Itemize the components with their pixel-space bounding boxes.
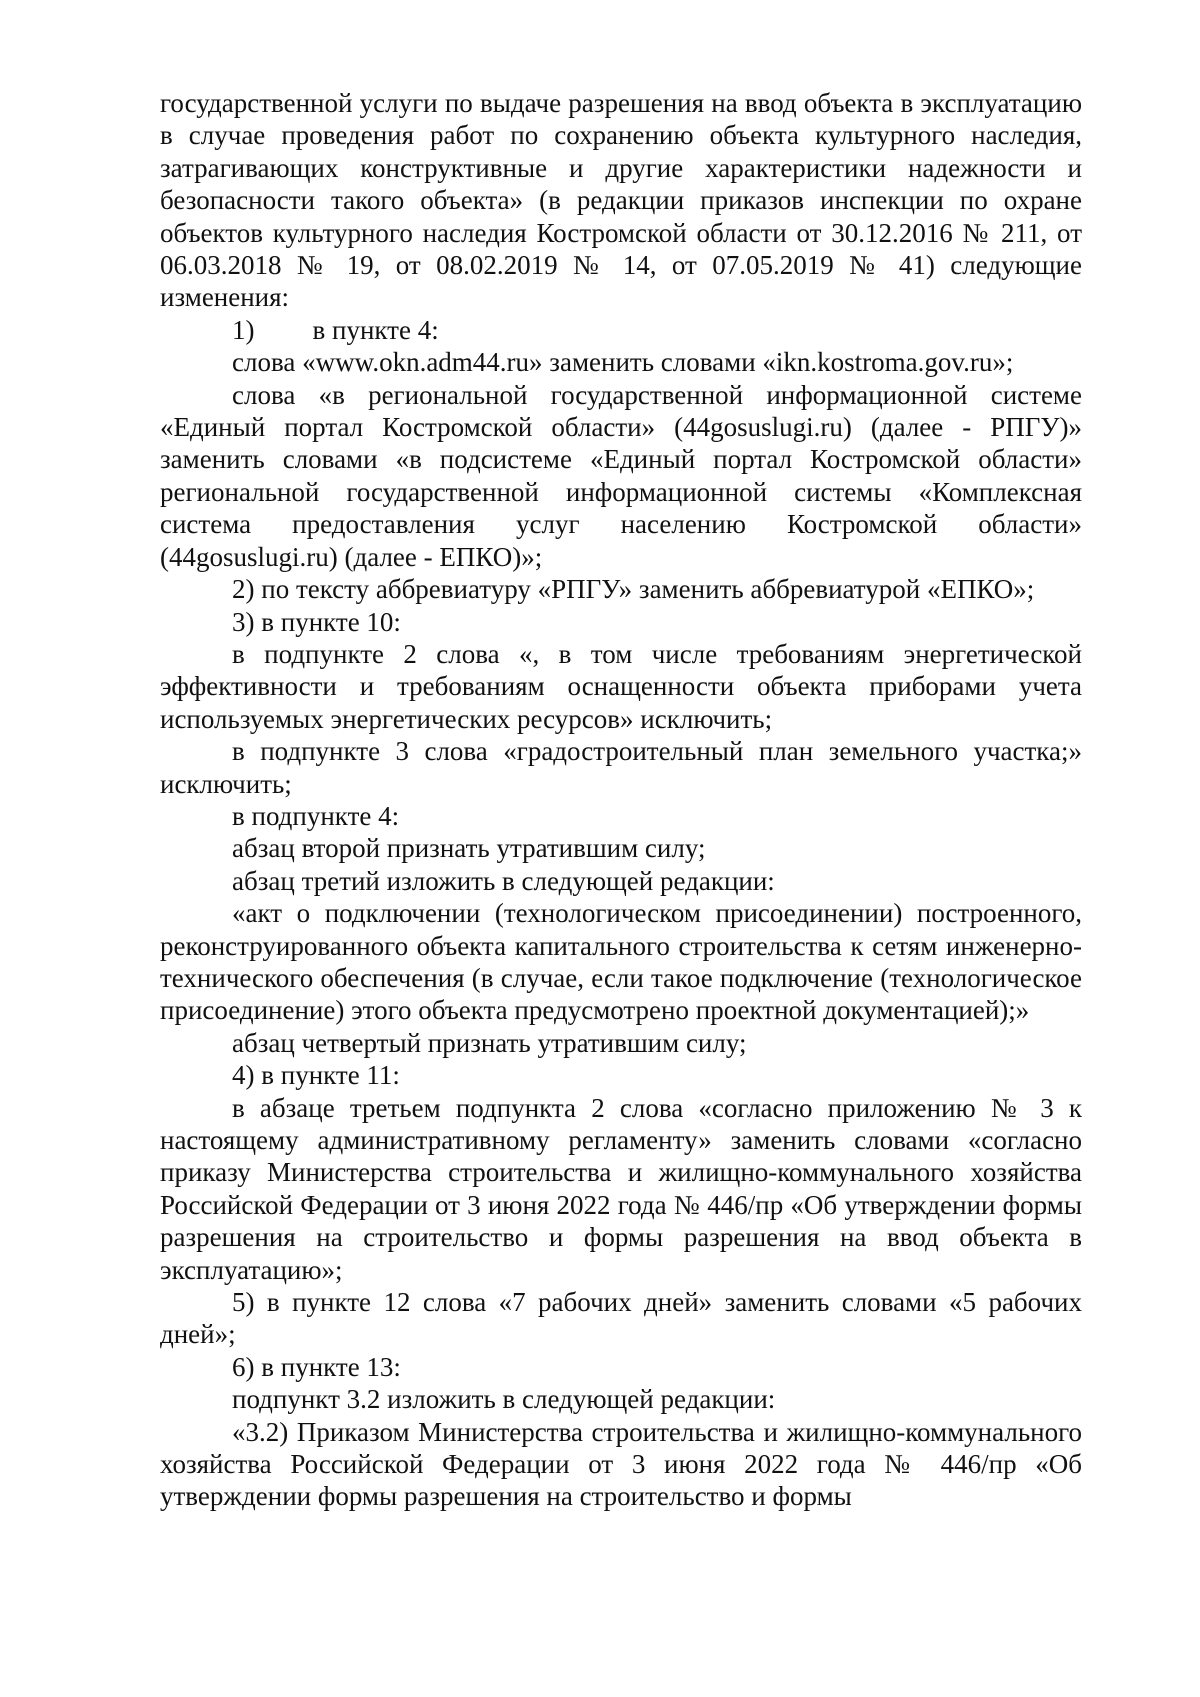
document-page — [160, 87, 1082, 1513]
paragraph-16: 6) в пункте 13: — [232, 1351, 401, 1382]
paragraph-2: слова «www.okn.adm44.ru» заменить словами «ikn.kostroma.gov.ru»; — [232, 347, 1014, 378]
paragraph-18: «3.2) Приказом Министерства строительства и жилищно-коммунального хозяйства Российской Федерации от 3 июня 2022 года № 446/пр «Об утверждении формы разрешения на строительство и формы — [160, 1416, 1082, 1512]
paragraph-3: слова «в региональной государственной информационной системе «Единый портал Костромской области» (44gosuslugi.ru) (далее - РПГУ)» заменить словами «в подсистеме «Единый портал Костромской области» региональной государственной информационной системы «Комплексная система предоставления услуг населению Костромской области» (44gosuslugi.ru) (далее - ЕПКО)»; — [160, 379, 1082, 572]
paragraph-15: 5) в пункте 12 слова «7 рабочих дней» заменить словами «5 рабочих дней»; — [160, 1287, 1082, 1350]
paragraph-6: в подпункте 2 слова «, в том числе требованиям энергетической эффективности и требованиям оснащенности объекта приборами учета используемых энергетических ресурсов» исключить; — [160, 638, 1082, 734]
item-text: в пункте 4: — [312, 314, 439, 345]
paragraph-4: 2) по тексту аббревиатуру «РПГУ» заменить аббревиатурой «ЕПКО»; — [232, 574, 1035, 605]
paragraph-14: в абзаце третьем подпункта 2 слова «согласно приложению № 3 к настоящему административному регламенту» заменить словами «согласно приказу Министерства строительства и жилищно-коммунального хозяйства Российской Федерации от 3 июня 2022 года № 446/пр «Об утверждении формы разрешения на строительство и формы разрешения на ввод объекта в эксплуатацию»; — [160, 1092, 1082, 1285]
paragraph-5: 3) в пункте 10: — [232, 606, 401, 637]
paragraph-17: подпункт 3.2 изложить в следующей редакции: — [232, 1384, 776, 1415]
item-number: 1) — [232, 314, 255, 345]
paragraph-10: абзац третий изложить в следующей редакции: — [232, 865, 775, 896]
paragraph-7: в подпункте 3 слова «градостроительный план земельного участка;» исключить; — [160, 736, 1082, 799]
paragraph-12: абзац четвертый признать утратившим силу; — [232, 1027, 747, 1058]
paragraph-9: абзац второй признать утратившим силу; — [232, 833, 706, 864]
paragraph-11: «акт о подключении (технологическом присоединении) построенного, реконструированного объекта капитального строительства к сетям инженерно-технического обеспечения (в случае, если такое подключение (технологическое присоединение) этого объекта предусмотрено проектной документацией);» — [160, 898, 1082, 1026]
paragraph-8: в подпункте 4: — [232, 800, 400, 831]
paragraph-13: 4) в пункте 11: — [232, 1060, 400, 1091]
paragraph-intro: государственной услуги по выдаче разрешения на ввод объекта в эксплуатацию в случае проведения работ по сохранению объекта культурного наследия, затрагивающих конструктивные и другие характеристики надежности и безопасности такого объекта» (в редакции приказов инспекции по охране объектов культурного наследия Костромской области от 30.12.2016 № 211, от 06.03.2018 № 19, от 08.02.2019 № 14, от 07.05.2019 № 41) следующие изменения: — [160, 88, 1082, 313]
paragraph-item-1 — [160, 314, 1082, 346]
